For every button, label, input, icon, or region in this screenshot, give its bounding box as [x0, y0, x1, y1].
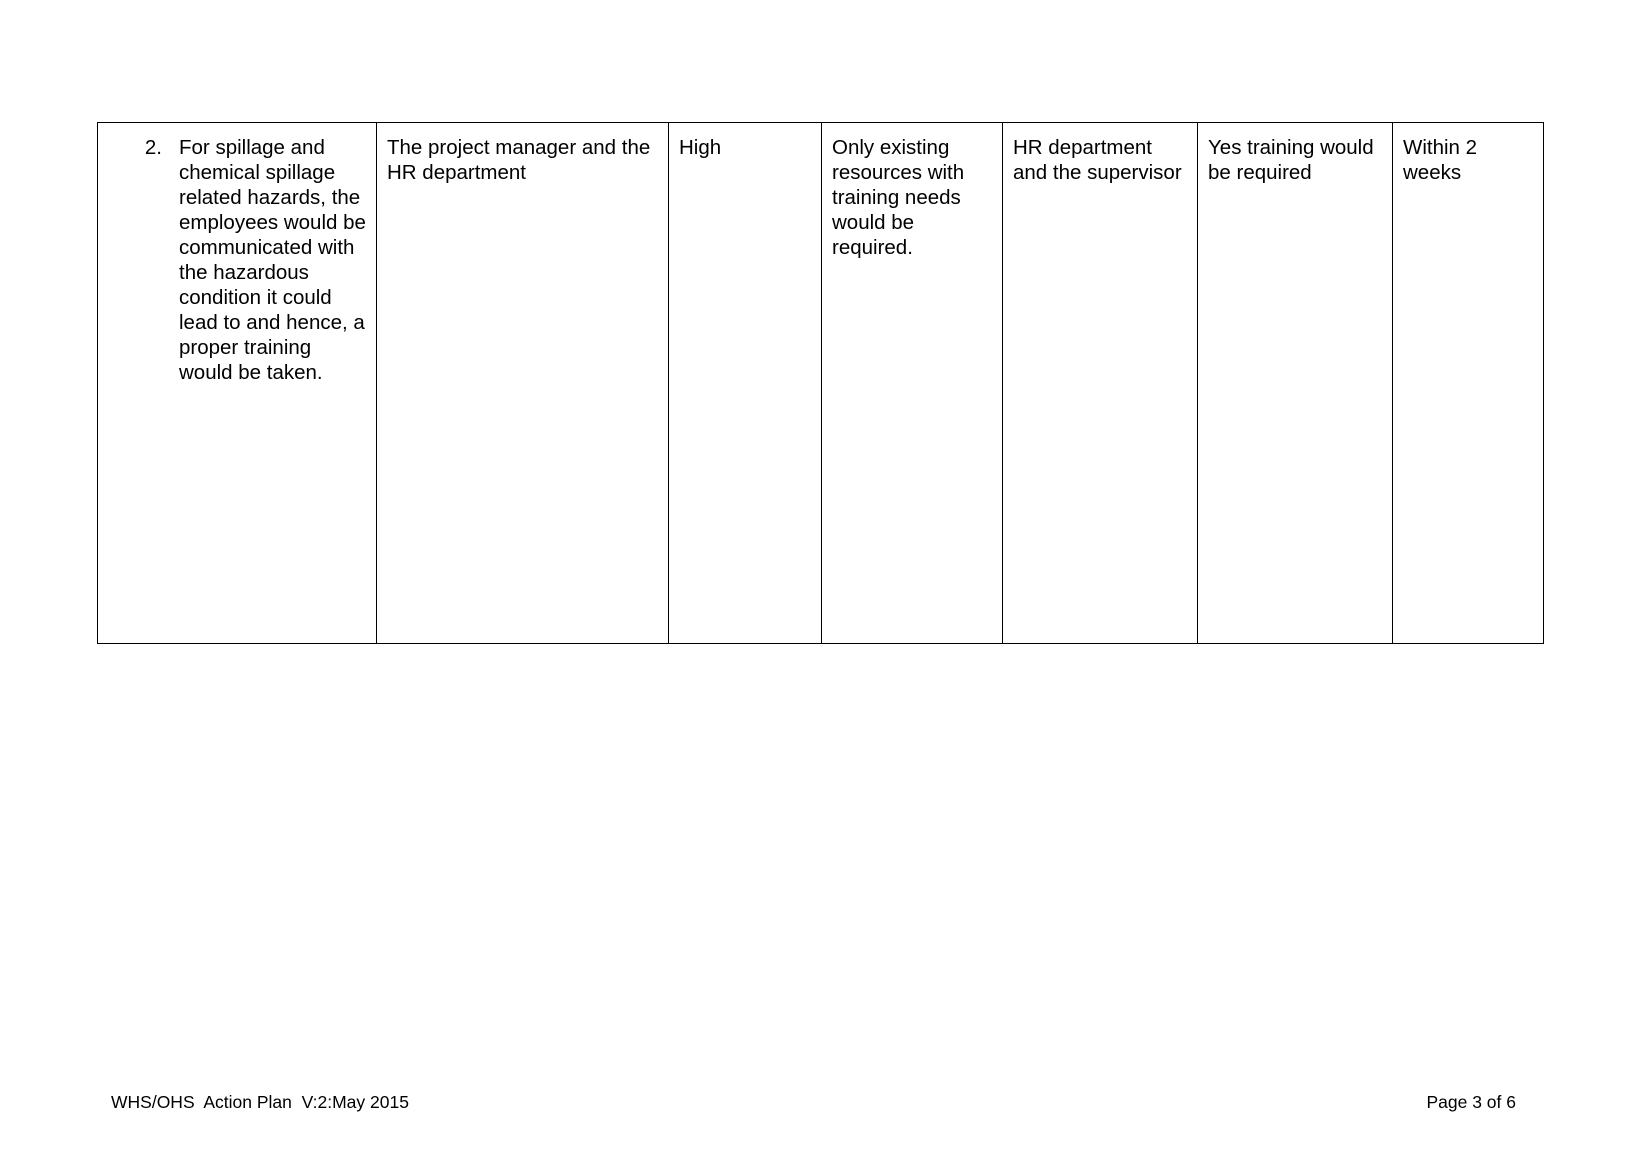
- priority-cell: High: [669, 123, 822, 644]
- numbered-item: [98, 135, 368, 385]
- action-plan-table: [97, 122, 1544, 644]
- training-cell: Yes training would be required: [1198, 123, 1393, 644]
- footer-page-indicator: Page 3 of 6: [1426, 1092, 1516, 1112]
- resources-cell: Only existing resources with training needs would be required.: [822, 123, 1003, 644]
- responsible-cell: The project manager and the HR department: [377, 123, 669, 644]
- item-number: 2.: [144, 136, 162, 159]
- action-cell: [98, 123, 377, 644]
- timeframe-cell: Within 2 weeks: [1393, 123, 1544, 644]
- consultation-cell: HR department and the supervisor: [1003, 123, 1198, 644]
- table-row: [98, 123, 1544, 644]
- footer-document-title: WHS/OHS Action Plan V:2:May 2015: [111, 1092, 409, 1112]
- action-text: For spillage and chemical spillage related hazards, the employees would be communicated with the hazardous condition it could lead to and hence, a proper training would be taken.: [179, 136, 366, 384]
